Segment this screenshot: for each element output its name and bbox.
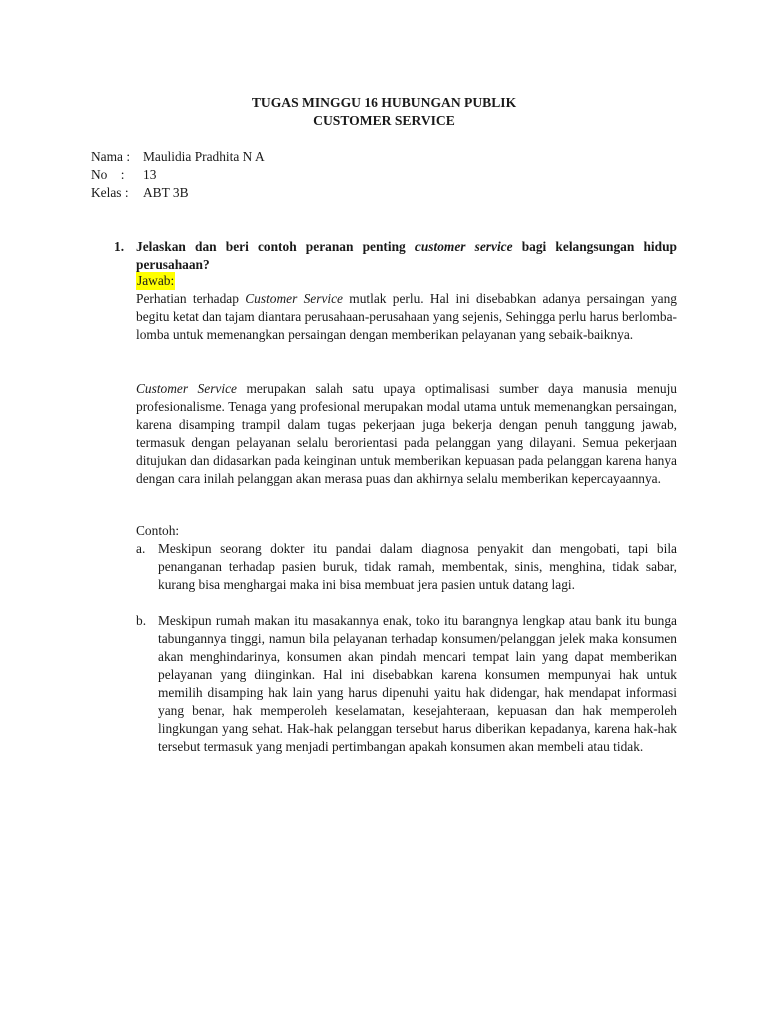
paragraph-2-end: merupakan salah satu upaya optimalisasi sumber daya manusia menuju profesionalisme. Tenaga yang profesional merupakan modal utama untuk memenangkan persaingan, karena disamping trampil dalam tugas pekerjaan juga bekerja dengan penuh tanggung jawab, termasuk dengan pelayanan selalu berorientasi pada pelanggan yang dilayani. Semua pekerjaan ditujukan dan didasarkan pada keinginan untuk memberikan kepuasan pada pelanggan karena hanya dengan cara inilah pelanggan akan merasa puas dan akhirnya selalu memberikan kepercayaannya. <box>136 381 677 486</box>
document-subtitle: CUSTOMER SERVICE <box>313 113 455 128</box>
question-text-italic: customer service <box>414 239 513 254</box>
answer-paragraph-1 <box>136 290 677 344</box>
class-row <box>91 184 189 202</box>
name-value: Maulidia Pradhita N A <box>143 149 265 164</box>
example-b-letter: b. <box>136 613 147 628</box>
paragraph-2-italic: Customer Service <box>136 381 237 396</box>
paragraph-1-italic: Customer Service <box>245 291 343 306</box>
document-title: TUGAS MINGGU 16 HUBUNGAN PUBLIK <box>251 95 517 110</box>
number-row <box>91 166 156 184</box>
question-text-end: bagi kelangsungan hidup perusahaan? <box>136 239 677 272</box>
answer-paragraph-2 <box>136 380 677 488</box>
number-value: 13 <box>143 167 157 182</box>
paragraph-1-end: mutlak perlu. Hal ini disebabkan adanya persaingan yang begitu ketat dan tajam diantara perusahaan-perusahaan yang sejenis, Sehingga perlu harus berlomba-lomba untuk memenangkan persaingan dengan memberikan pelayanan yang sebaik-baiknya. <box>136 291 677 342</box>
question-text-start: Jelaskan dan beri contoh peranan penting <box>136 239 415 254</box>
answer-label-highlighted: Jawab: <box>137 273 175 288</box>
question-number: 1. <box>114 239 125 254</box>
name-label: Nama : <box>91 149 131 164</box>
example-a-letter: a. <box>136 541 146 556</box>
class-value: ABT 3B <box>143 185 189 200</box>
class-label: Kelas : <box>91 185 129 200</box>
paragraph-1-start: Perhatian terhadap <box>136 291 246 306</box>
number-label: No : <box>91 167 125 182</box>
example-b-text: Meskipun rumah makan itu masakannya enak, toko itu barangnya lengkap atau bank itu bunga tabungannya tinggi, namun bila pelayanan terhadap konsumen/pelanggan jelek maka konsumen akan menghindarinya, konsumen akan pindah mencari tempat lain yang dapat memberikan pelayanan yang diinginkan. Hal ini disebabkan karena konsumen mempunyai hak untuk memilih disamping hak lain yang harus dipenuhi yaitu hak didengar, hak mendapat informasi yang benar, hak memperoleh keselamatan, kesejahteraan, kepuasan dan hak memperoleh lingkungan yang sehat. Hak-hak pelanggan tersebut harus diberikan kepadanya, karena hak-hak tersebut termasuk yang menjadi pertimbangan apakah konsumen akan membeli atau tidak. <box>158 613 677 754</box>
question-text <box>136 238 677 274</box>
examples-label: Contoh: <box>136 523 180 538</box>
name-row <box>91 148 265 166</box>
example-a-text: Meskipun seorang dokter itu pandai dalam diagnosa penyakit dan mengobati, tapi bila penanganan terhadap pasien buruk, tidak ramah, membentak, sinis, menghina, tidak sabar, kurang bisa menghargai maka ini bisa membuat jera pasien untuk datang lagi. <box>158 541 677 592</box>
